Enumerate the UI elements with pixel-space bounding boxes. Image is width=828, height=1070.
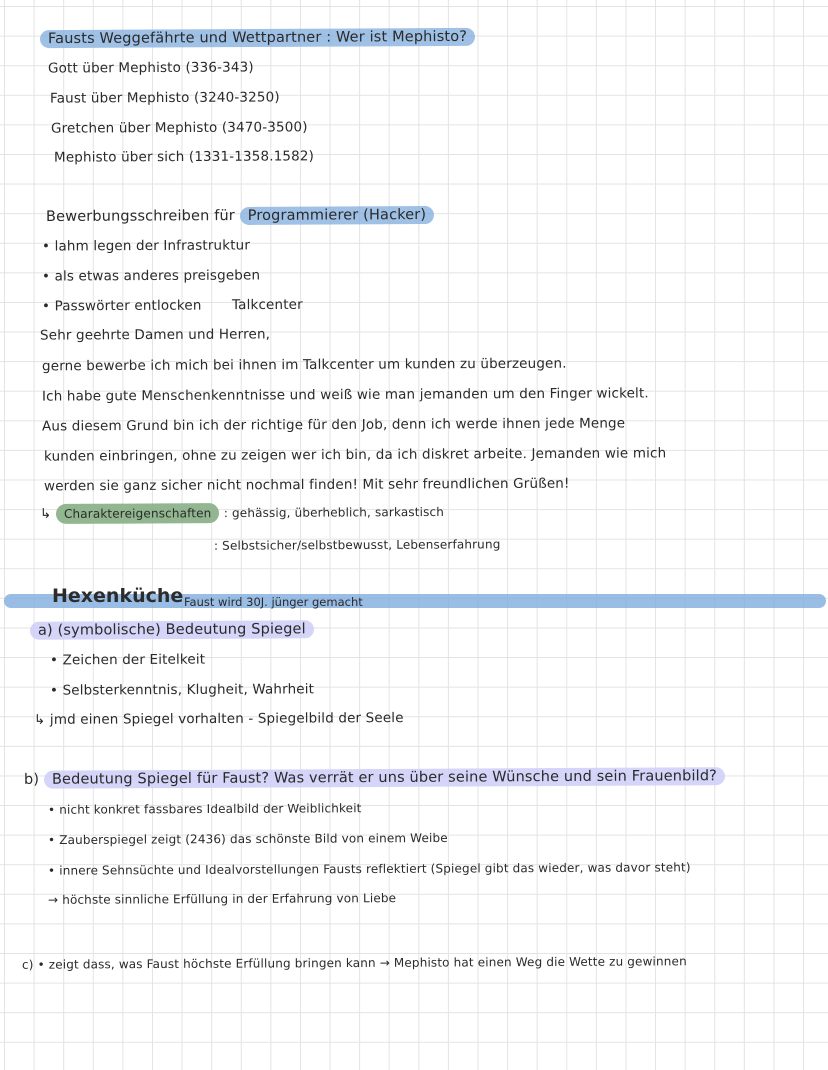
part-a-item: • Zeichen der Eitelkeit — [49, 651, 206, 669]
traits-row — [40, 503, 444, 523]
part-b-item: • nicht konkret fassbares Idealbild der Weiblichkeit — [47, 801, 362, 817]
part-b-title: b) Bedeutung Spiegel für Faust? Was verrät er uns über seine Wünsche und sein Frauenbild? — [24, 767, 725, 789]
bullet-item: • Passwörter entlocken — [41, 297, 202, 315]
section1-line: Faust über Mephisto (3240-3250) — [49, 89, 280, 107]
section1-title: Fausts Weggefährte und Wettpartner : Wer ist Mephisto? — [40, 28, 475, 48]
section3-heading: Hexenküche — [52, 585, 184, 607]
traits-list: : Selbstsicher/selbstbewusst, Lebenserfahrung — [213, 537, 501, 553]
part-c-line: c) • zeigt dass, was Faust höchste Erfüllung bringen kann → Mephisto hat einen Weg die Wette zu gewinnen — [21, 954, 687, 972]
talkcenter-note: Talkcenter — [231, 296, 303, 314]
part-a-item: • Selbsterkenntnis, Klugheit, Wahrheit — [49, 681, 315, 699]
part-b-item: → höchste sinnliche Erfüllung in der Erfahrung von Liebe — [47, 891, 397, 907]
part-b-item: • Zauberspiegel zeigt (2436) das schönste Bild von einem Weibe — [47, 830, 448, 848]
bullet-item: • lahm legen der Infrastruktur — [41, 237, 251, 255]
section2-title: Bewerbungsschreiben für Programmierer (Hacker) — [46, 206, 434, 226]
part-a-title: a) (symbolische) Bedeutung Spiegel — [30, 620, 314, 639]
traits-list: : gehässig, überheblich, sarkastisch — [223, 504, 445, 521]
letter-line: gerne bewerbe ich mich bei ihnen im Talkcenter um kunden zu überzeugen. — [41, 355, 567, 375]
letter-line: Sehr geehrte Damen und Herren, — [39, 326, 271, 344]
section1-line: Gott über Mephisto (336-343) — [47, 59, 254, 77]
letter-line: werden sie ganz sicher nicht nochmal finden! Mit sehr freundlichen Grüßen! — [43, 475, 570, 495]
section3-subnote: Faust wird 30J. jünger gemacht — [184, 595, 363, 609]
section1-line: Mephisto über sich (1331-1358.1582) — [53, 148, 315, 166]
letter-line: Aus diesem Grund bin ich der richtige für den Job, denn ich werde ihnen jede Menge — [41, 415, 626, 435]
bullet-item: • als etwas anderes preisgeben — [41, 267, 261, 285]
arrow-icon: ↳ — [39, 505, 52, 523]
part-b-item: • innere Sehnsüchte und Idealvorstellungen Fausts reflektiert (Spiegel gibt das wieder, was davor steht) — [47, 860, 691, 878]
section1-line: Gretchen über Mephisto (3470-3500) — [50, 119, 308, 137]
letter-line: Ich habe gute Menschenkenntnisse und weiß wie man jemanden um den Finger wickelt. — [41, 385, 649, 405]
title-highlight: Programmierer (Hacker) — [240, 206, 435, 225]
part-a-item: ↳ jmd einen Spiegel vorhalten - Spiegelbild der Seele — [33, 710, 404, 728]
letter-line: kunden einbringen, ohne zu zeigen wer ich bin, da ich diskret arbeite. Jemanden wie mich — [43, 445, 667, 465]
traits-label: Charaktereigenschaften — [56, 503, 220, 524]
